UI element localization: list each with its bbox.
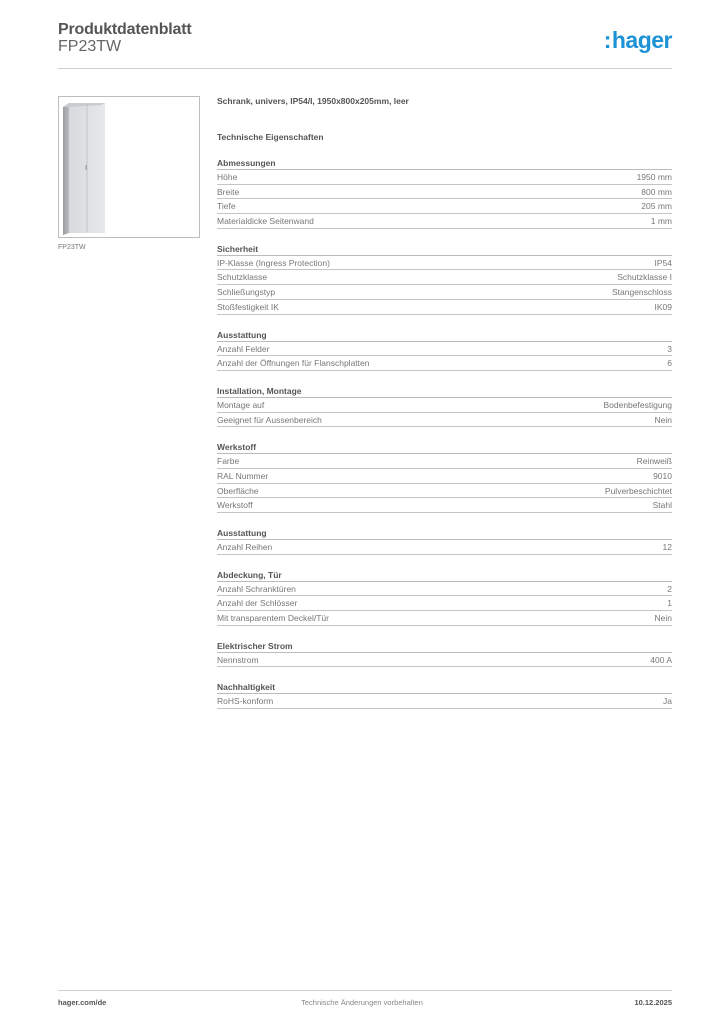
footer-date: 10.12.2025	[634, 998, 672, 1007]
row-value: 1	[667, 598, 672, 609]
row-label: Montage auf	[217, 399, 265, 410]
row-value: Nein	[654, 414, 672, 425]
footer-website-link[interactable]: hager.com/de	[58, 998, 107, 1007]
row-value: Nein	[654, 613, 672, 624]
row-label: Farbe	[217, 456, 240, 467]
table-row	[217, 498, 672, 513]
row-value: IP54	[654, 257, 672, 268]
row-value: 3	[667, 343, 672, 354]
section-title: Elektrischer Strom	[217, 640, 672, 653]
row-label: Stoßfestigkeit IK	[217, 301, 279, 312]
logo-text: hager	[611, 27, 672, 53]
table-row	[217, 469, 672, 484]
section-title: Abdeckung, Tür	[217, 569, 672, 582]
row-label: Anzahl Schranktüren	[217, 583, 296, 594]
product-code: FP23TW	[58, 38, 122, 55]
row-value: 1950 mm	[636, 172, 672, 182]
table-row	[217, 413, 672, 428]
table-row	[217, 199, 672, 214]
row-value: Stangenschloss	[611, 287, 672, 298]
table-row	[217, 611, 672, 626]
tech-properties-heading: Technische Eigenschaften	[217, 132, 324, 142]
row-label: Schließungstyp	[217, 287, 276, 298]
spec-content	[217, 95, 672, 709]
row-value: 1 mm	[650, 216, 672, 227]
row-value: 800 mm	[641, 186, 672, 197]
table-row	[217, 596, 672, 611]
section-installation-montage	[217, 385, 672, 427]
table-row	[217, 454, 672, 469]
section-title: Nachhaltigkeit	[217, 681, 672, 694]
table-row	[217, 342, 672, 357]
product-image	[58, 96, 200, 238]
section-abmessungen	[217, 157, 672, 229]
table-row	[217, 356, 672, 371]
section-title: Sicherheit	[217, 243, 672, 256]
row-value: 12	[662, 542, 672, 552]
row-value: 6	[667, 358, 672, 369]
header-divider	[58, 68, 672, 69]
table-row	[217, 694, 672, 709]
page-title: Produktdatenblatt	[58, 21, 192, 38]
row-label: Anzahl der Schlösser	[217, 598, 298, 609]
table-row	[217, 214, 672, 229]
footer-divider	[58, 990, 672, 991]
section-title: Abmessungen	[217, 157, 672, 170]
row-label: Breite	[217, 186, 240, 197]
row-label: Geeignet für Aussenbereich	[217, 414, 322, 425]
row-label: Oberfläche	[217, 485, 259, 496]
row-label: Schutzklasse	[217, 272, 268, 283]
section-title: Installation, Montage	[217, 385, 672, 398]
section-sicherheit	[217, 243, 672, 315]
section-title: Werkstoff	[217, 441, 672, 454]
row-value: Bodenbefestigung	[603, 399, 672, 410]
product-description: Schrank, univers, IP54/I, 1950x800x205mm, leer	[217, 96, 409, 106]
table-row	[217, 270, 672, 285]
row-value: 9010	[653, 470, 672, 481]
row-label: Nennstrom	[217, 654, 259, 665]
section-werkstoff	[217, 441, 672, 513]
table-row	[217, 653, 672, 668]
row-value: Schutzklasse I	[617, 272, 672, 283]
row-label: RAL Nummer	[217, 470, 269, 481]
table-row	[217, 484, 672, 499]
table-row	[217, 540, 672, 555]
row-value: Reinweiß	[636, 456, 672, 467]
hager-logo	[604, 27, 672, 54]
row-label: Mit transparentem Deckel/Tür	[217, 613, 329, 624]
section-ausstattung	[217, 329, 672, 371]
table-row	[217, 185, 672, 200]
row-label: Materialdicke Seitenwand	[217, 216, 314, 227]
row-value: Pulverbeschichtet	[604, 485, 672, 496]
section-nachhaltigkeit	[217, 681, 672, 709]
row-label: RoHS-konform	[217, 696, 274, 707]
table-row	[217, 300, 672, 315]
footer-notice: Technische Änderungen vorbehalten	[301, 998, 423, 1007]
image-caption: FP23TW	[58, 244, 86, 251]
row-value: Stahl	[652, 500, 672, 511]
section-abdeckung-tuer	[217, 569, 672, 626]
table-row	[217, 285, 672, 300]
section-title: Ausstattung	[217, 527, 672, 540]
row-label: Tiefe	[217, 201, 236, 212]
row-value: 205 mm	[641, 201, 672, 212]
cabinet-image-icon	[63, 101, 111, 235]
row-label: Anzahl der Öffnungen für Flanschplatten	[217, 358, 370, 369]
row-label: IP-Klasse (Ingress Protection)	[217, 257, 330, 268]
table-row	[217, 582, 672, 597]
row-value: 400 A	[650, 654, 672, 665]
row-value: Ja	[663, 696, 672, 707]
section-ausstattung-2	[217, 527, 672, 555]
row-value: 2	[667, 583, 672, 594]
table-row	[217, 398, 672, 413]
table-row	[217, 256, 672, 271]
row-label: Höhe	[217, 172, 238, 182]
section-elektrischer-strom	[217, 640, 672, 668]
row-value: IK09	[654, 301, 672, 312]
table-row	[217, 170, 672, 185]
logo-dots-icon: :	[603, 27, 611, 53]
section-title: Ausstattung	[217, 329, 672, 342]
row-label: Anzahl Felder	[217, 343, 270, 354]
row-label: Anzahl Reihen	[217, 542, 273, 552]
row-label: Werkstoff	[217, 500, 253, 511]
